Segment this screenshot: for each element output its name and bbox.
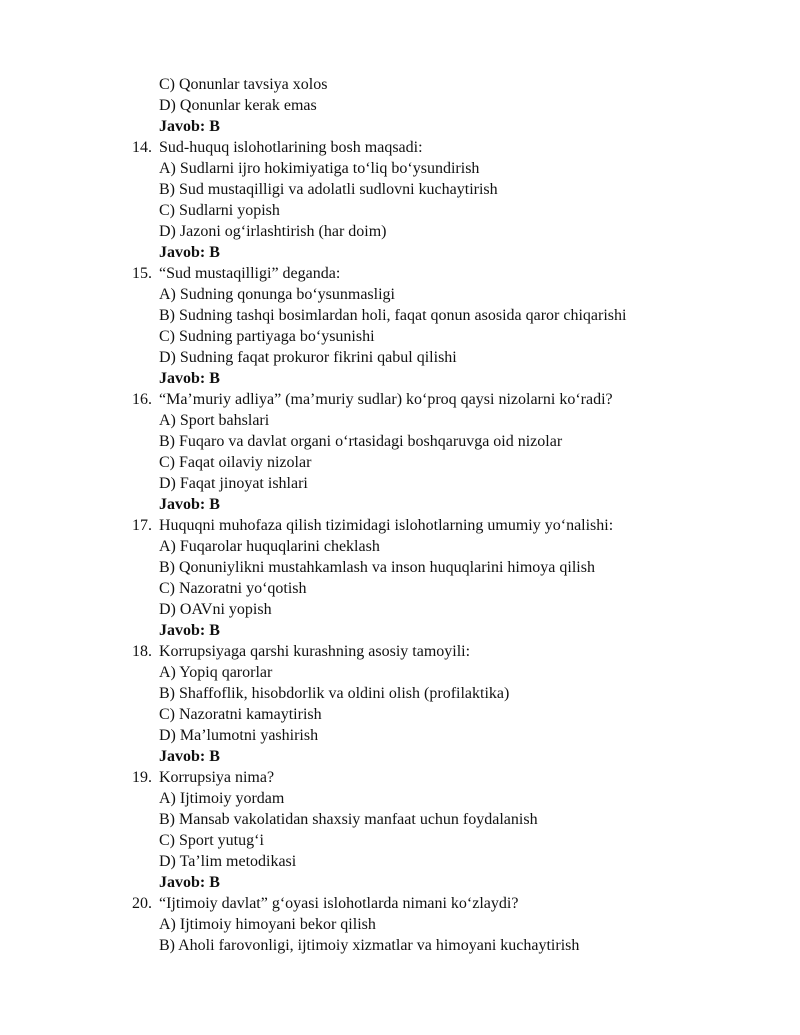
question-17 — [0, 515, 800, 536]
question-14 — [0, 137, 800, 158]
answer-label: Javob: B — [159, 496, 220, 513]
option-b: B) Fuqaro va davlat organi o‘rtasidagi boshqaruvga oid nizolar — [159, 433, 563, 450]
question-15 — [0, 263, 800, 284]
option-d: D) Sudning faqat prokuror fikrini qabul qilishi — [159, 349, 457, 366]
question-19 — [0, 767, 800, 788]
option-a: A) Yopiq qarorlar — [159, 664, 273, 681]
answer-label: Javob: B — [159, 748, 220, 765]
option-a: A) Ijtimoiy yordam — [159, 790, 285, 807]
option-c: C) Faqat oilaviy nizolar — [159, 454, 312, 471]
document-page — [0, 74, 800, 956]
option-d: D) Faqat jinoyat ishlari — [159, 475, 308, 492]
option-d: D) OAVni yopish — [159, 601, 272, 618]
question-18 — [0, 641, 800, 662]
question-text: “Ijtimoiy davlat” g‘oyasi islohotlarda nimani ko‘zlaydi? — [159, 895, 519, 912]
option-a: A) Sudlarni ijro hokimiyatiga to‘liq bo‘ysundirish — [159, 160, 480, 177]
option-d: D) Qonunlar kerak emas — [159, 97, 317, 114]
question-text: “Sud mustaqilligi” deganda: — [159, 265, 341, 282]
option-c: C) Sudlarni yopish — [159, 202, 280, 219]
answer-label: Javob: B — [159, 118, 220, 135]
option-b: B) Sud mustaqilligi va adolatli sudlovni kuchaytirish — [159, 181, 498, 198]
option-c: C) Sport yutug‘i — [159, 832, 264, 849]
question-number: 19. — [132, 769, 152, 786]
question-number: 15. — [132, 265, 152, 282]
question-number: 17. — [132, 517, 152, 534]
option-d: D) Jazoni og‘irlashtirish (har doim) — [159, 223, 387, 240]
option-a: A) Fuqarolar huquqlarini cheklash — [159, 538, 380, 555]
option-b: B) Mansab vakolatidan shaxsiy manfaat uchun foydalanish — [159, 811, 538, 828]
question-number: 18. — [132, 643, 152, 660]
option-c: C) Sudning partiyaga bo‘ysunishi — [159, 328, 375, 345]
option-b: B) Qonuniylikni mustahkamlash va inson huquqlarini himoya qilish — [159, 559, 595, 576]
answer-label: Javob: B — [159, 622, 220, 639]
option-d: D) Ma’lumotni yashirish — [159, 727, 319, 744]
option-c: C) Nazoratni kamaytirish — [159, 706, 322, 723]
option-b: B) Sudning tashqi bosimlardan holi, faqat qonun asosida qaror chiqarishi — [159, 307, 627, 324]
question-text: “Ma’muriy adliya” (ma’muriy sudlar) ko‘proq qaysi nizolarni ko‘radi? — [159, 391, 613, 408]
option-d: D) Ta’lim metodikasi — [159, 853, 297, 870]
answer-label: Javob: B — [159, 370, 220, 387]
question-text: Korrupsiyaga qarshi kurashning asosiy tamoyili: — [159, 643, 471, 660]
answer-label: Javob: B — [159, 874, 220, 891]
question-text: Korrupsiya nima? — [159, 769, 275, 786]
question-text: Sud-huquq islohotlarining bosh maqsadi: — [159, 139, 423, 156]
question-number: 16. — [132, 391, 152, 408]
option-c: C) Qonunlar tavsiya xolos — [159, 76, 328, 93]
option-b: B) Aholi farovonligi, ijtimoiy xizmatlar va himoyani kuchaytirish — [159, 937, 580, 954]
option-b: B) Shaffoflik, hisobdorlik va oldini olish (profilaktika) — [159, 685, 510, 702]
answer-label: Javob: B — [159, 244, 220, 261]
question-number: 14. — [132, 139, 152, 156]
question-number: 20. — [132, 895, 152, 912]
question-16 — [0, 389, 800, 410]
option-c: C) Nazoratni yo‘qotish — [159, 580, 307, 597]
option-a: A) Ijtimoiy himoyani bekor qilish — [159, 916, 376, 933]
question-20 — [0, 893, 800, 914]
option-a: A) Sudning qonunga bo‘ysunmasligi — [159, 286, 395, 303]
option-a: A) Sport bahslari — [159, 412, 270, 429]
question-text: Huquqni muhofaza qilish tizimidagi islohotlarning umumiy yo‘nalishi: — [159, 517, 614, 534]
